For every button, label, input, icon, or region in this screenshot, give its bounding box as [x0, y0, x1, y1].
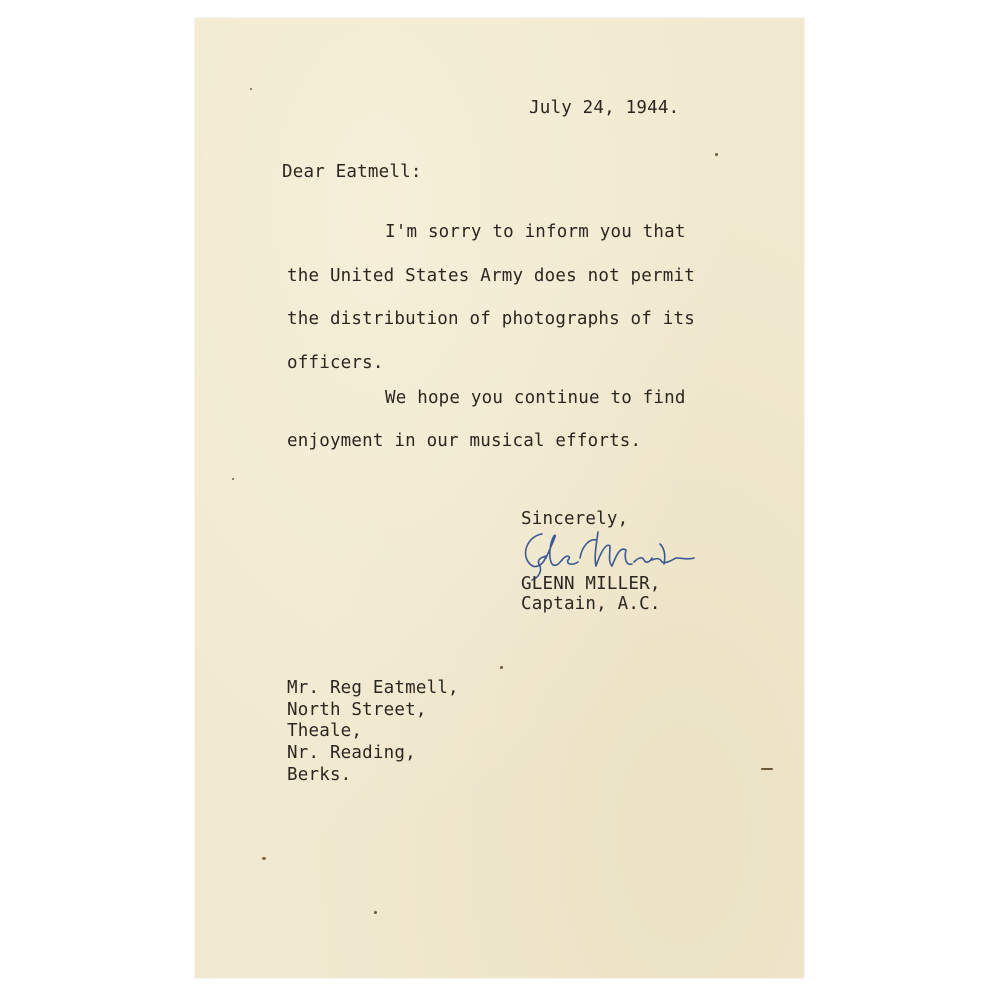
paper-speck: [232, 478, 234, 480]
address-line: Mr. Reg Eatmell,: [287, 678, 459, 698]
address-line: Berks.: [287, 765, 352, 785]
body-line: enjoyment in our musical efforts.: [287, 431, 642, 451]
closing: Sincerely,: [521, 509, 629, 529]
body-line: the United States Army does not permit: [287, 266, 695, 286]
signer-title: Captain, A.C.: [521, 594, 661, 614]
body-line: We hope you continue to find: [385, 388, 686, 408]
body-line: officers.: [287, 353, 384, 373]
paper-speck: [715, 153, 718, 156]
salutation: Dear Eatmell:: [282, 162, 422, 182]
paper-speck: [761, 768, 773, 770]
paper-speck: [262, 857, 266, 860]
address-line: North Street,: [287, 700, 427, 720]
body-line: I'm sorry to inform you that: [385, 222, 686, 242]
paper-speck: [500, 666, 503, 669]
letter-date: July 24, 1944.: [529, 98, 680, 118]
paper-speck: [374, 911, 377, 914]
paper-speck: [250, 88, 252, 90]
body-line: the distribution of photographs of its: [287, 309, 695, 329]
address-line: Nr. Reading,: [287, 743, 416, 763]
signer-name: GLENN MILLER,: [521, 574, 661, 594]
address-line: Theale,: [287, 721, 363, 741]
